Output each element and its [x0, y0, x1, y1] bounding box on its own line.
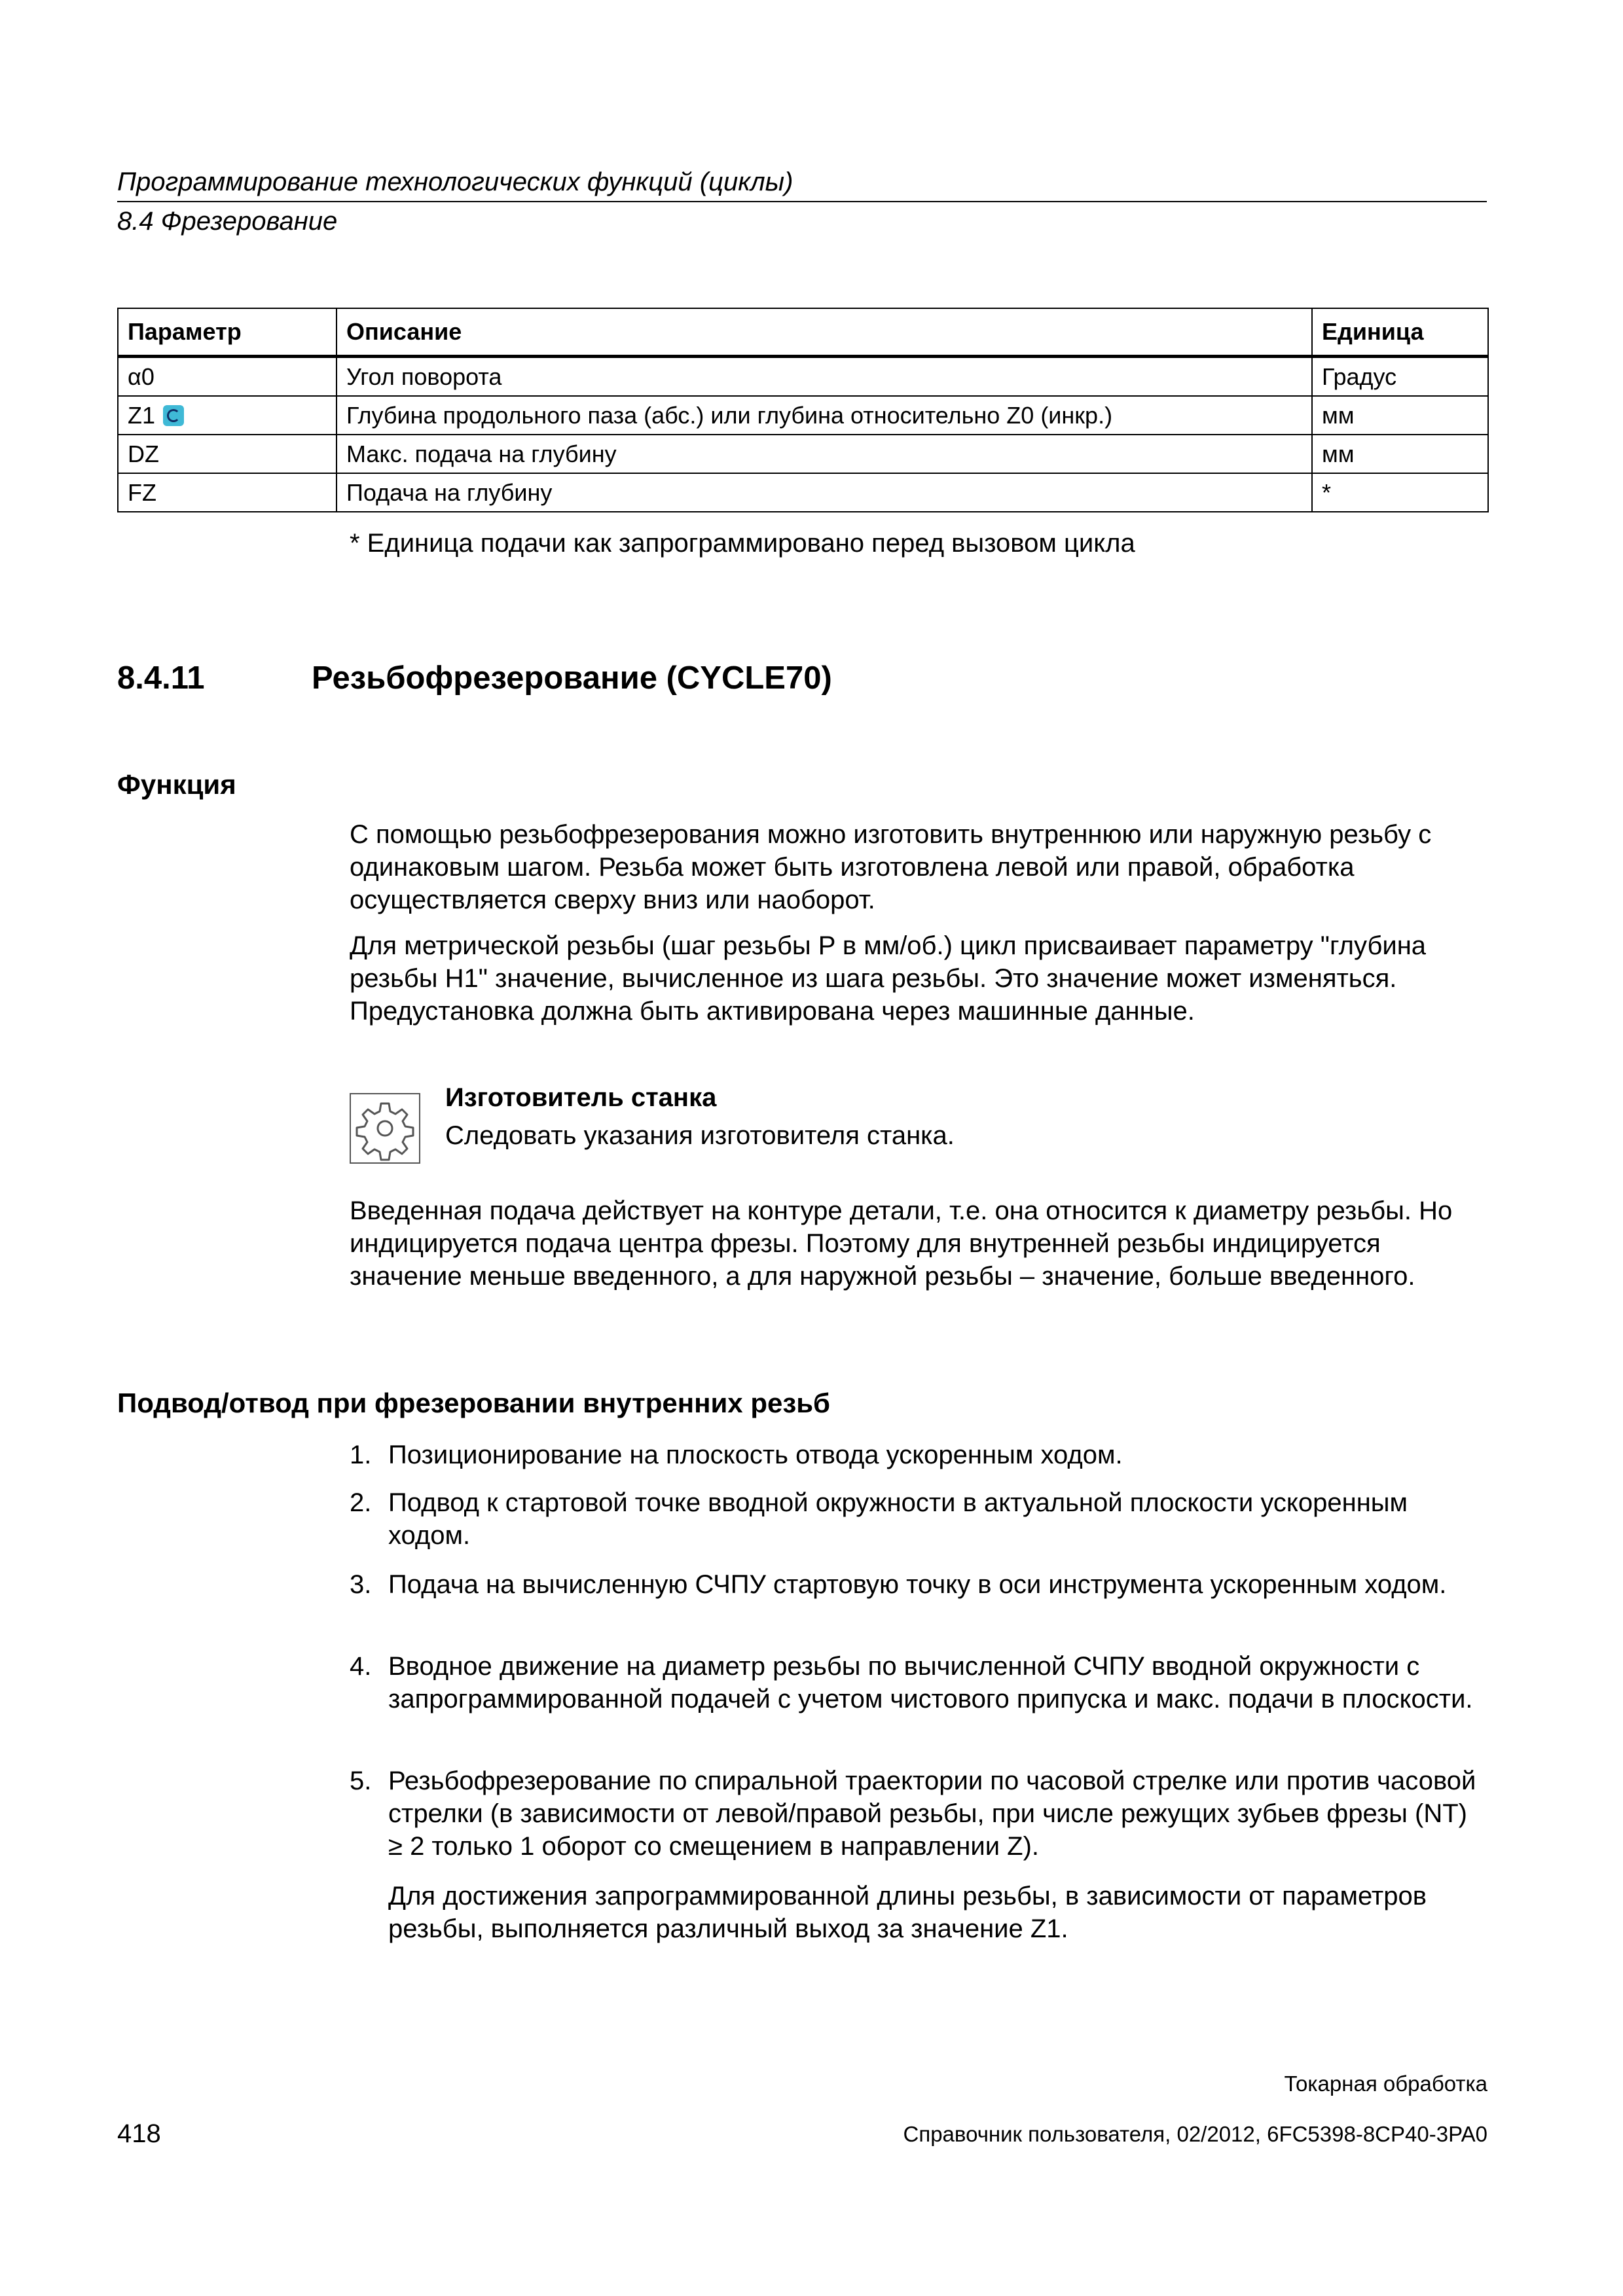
footer-doc-title: Токарная обработка — [1284, 2072, 1487, 2096]
table-row — [118, 435, 1488, 473]
cell-unit: мм — [1312, 435, 1488, 473]
list-item: Позиционирование на плоскость отвода ускоренным ходом. — [388, 1441, 1123, 1469]
manufacturer-note-title: Изготовитель станка — [445, 1083, 717, 1112]
function-paragraph: Для метрической резьбы (шаг резьбы P в мм/об.) цикл присваивает параметру "глубина резьбы H1" значение, вычисленное из шага резьбы. Это значение может изменяться. Предустановка должна быть активирована через машинные данные. — [350, 931, 1427, 1026]
list-item: Вводное движение на диаметр резьбы по вычисленной СЧПУ вводной окружности с запрограммированной подачей с учетом чистового припуска и макс. подачи в плоскости. — [388, 1652, 1473, 1713]
section-number: 8.4.11 — [117, 660, 205, 696]
list-item: Резьбофрезерование по спиральной траектории по часовой стрелке или против часовой стрелки (в зависимости от левой/правой резьбы, при числе режущих зубьев фрезы (NT) ≥ 2 только 1 оборот со смещением в направлении Z). — [388, 1767, 1476, 1861]
cell-desc: Угол поворота — [337, 357, 1312, 397]
table-row — [118, 396, 1488, 435]
table-row — [118, 473, 1488, 512]
manufacturer-note-text: Следовать указания изготовителя станка. — [445, 1121, 955, 1150]
column-header-param: Параметр — [118, 308, 337, 357]
cell-unit: Градус — [1312, 357, 1488, 397]
table-header-row — [118, 308, 1488, 357]
cell-desc: Подача на глубину — [337, 473, 1312, 512]
list-item-continuation: Для достижения запрограммированной длины резьбы, в зависимости от параметров резьбы, выполняется различный выход за значение Z1. — [388, 1882, 1427, 1943]
list-item: Подача на вычисленную СЧПУ стартовую точку в оси инструмента ускоренным ходом. — [388, 1570, 1447, 1599]
cell-param: FZ — [118, 473, 337, 512]
approach-heading: Подвод/отвод при фрезеровании внутренних резьб — [117, 1388, 830, 1418]
gear-icon — [350, 1093, 420, 1164]
cell-unit: * — [1312, 473, 1488, 512]
table-row — [118, 357, 1488, 397]
cell-unit: мм — [1312, 396, 1488, 435]
function-paragraph: Введенная подача действует на контуре детали, т.е. она относится к диаметру резьбы. Но индицируется подача центра фрезы. Поэтому для внутренней резьбы индицируется значение меньше введенного, а для наружной резьбы – значение, больше введенного. — [350, 1196, 1453, 1291]
function-paragraph: С помощью резьбофрезерования можно изготовить внутреннюю или наружную резьбу с одинаковым шагом. Резьба может быть изготовлена левой или правой, обработка осуществляется сверху вниз или наоборот. — [350, 820, 1432, 914]
section-header: 8.4 Фрезерование — [117, 207, 338, 236]
column-header-unit: Единица — [1312, 308, 1488, 357]
cell-param — [118, 396, 337, 435]
cell-param: α0 — [118, 357, 337, 397]
list-item-number: 3. — [350, 1570, 372, 1599]
page-number: 418 — [117, 2119, 161, 2148]
list-item-number: 1. — [350, 1441, 372, 1469]
parameter-table — [117, 308, 1489, 512]
list-item-number: 5. — [350, 1767, 372, 1795]
absolute-incremental-toggle-icon — [163, 405, 184, 426]
chapter-header: Программирование технологических функций (циклы) — [117, 168, 793, 196]
header-rule — [117, 201, 1487, 202]
function-heading: Функция — [117, 769, 236, 800]
column-header-desc: Описание — [337, 308, 1312, 357]
list-item: Подвод к стартовой точке вводной окружности в актуальной плоскости ускоренным ходом. — [388, 1488, 1408, 1550]
cell-param-text: Z1 — [128, 402, 156, 429]
cell-desc: Глубина продольного паза (абс.) или глубина относительно Z0 (инкр.) — [337, 396, 1312, 435]
cell-desc: Макс. подача на глубину — [337, 435, 1312, 473]
table-footnote: * Единица подачи как запрограммировано перед вызовом цикла — [350, 529, 1135, 558]
list-item-number: 4. — [350, 1652, 372, 1681]
cell-param: DZ — [118, 435, 337, 473]
section-title: Резьбофрезерование (CYCLE70) — [312, 660, 832, 696]
list-item-number: 2. — [350, 1488, 372, 1517]
footer-doc-info: Справочник пользователя, 02/2012, 6FC5398-8CP40-3PA0 — [903, 2122, 1487, 2146]
